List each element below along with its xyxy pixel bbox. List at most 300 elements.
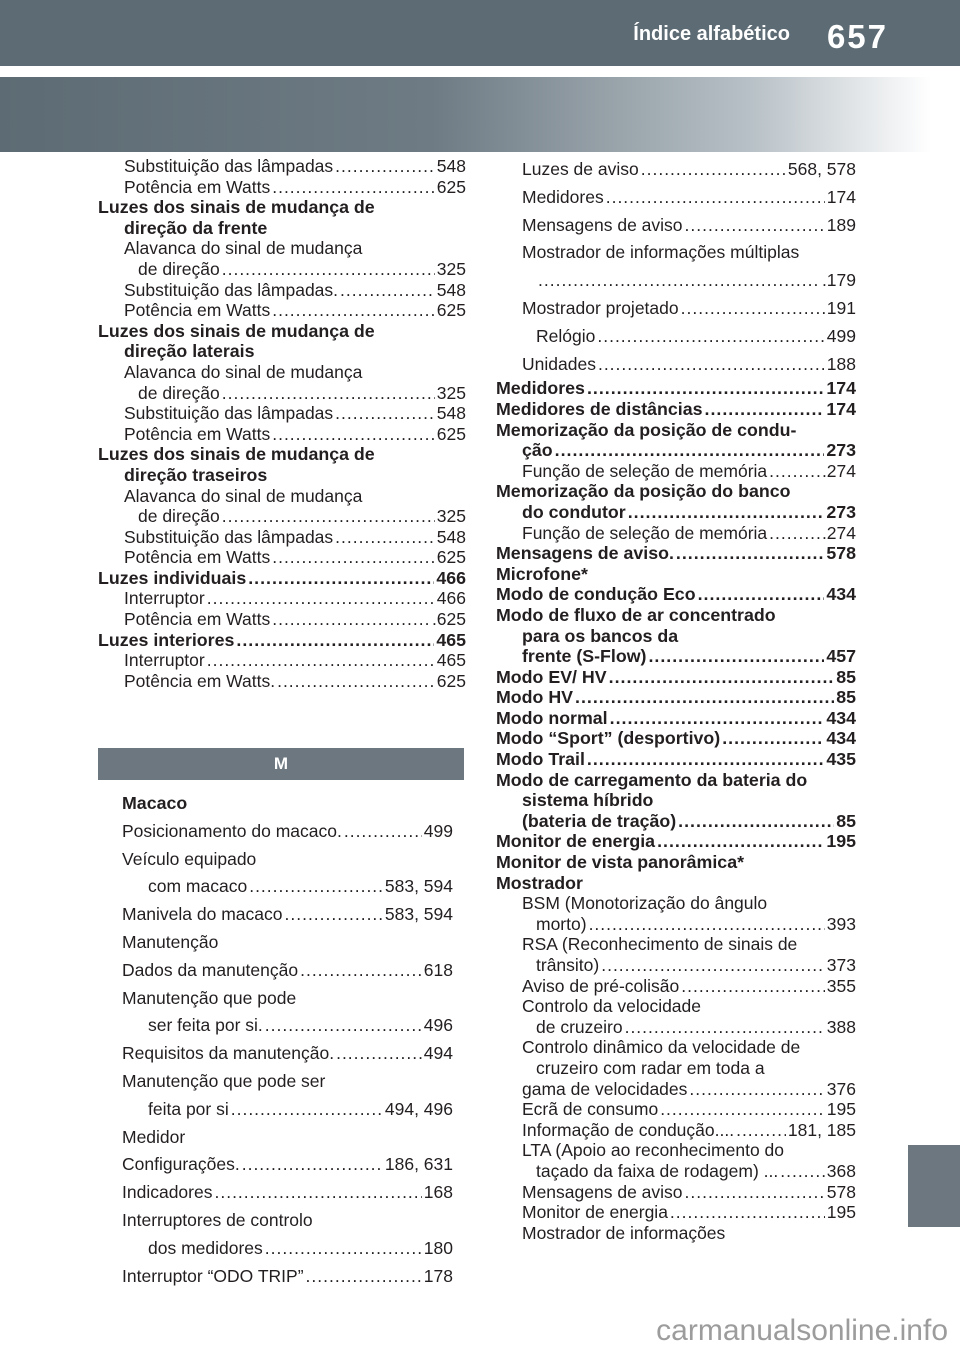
index-entry [496, 523, 856, 544]
index-entry-page: 465 [436, 650, 466, 671]
index-entry-text: Manutenção que pode [122, 987, 297, 1008]
index-entry [496, 1017, 856, 1038]
index-entry-text: Controlo da velocidade [522, 996, 702, 1017]
index-entry-text: Mensagens de aviso. [496, 543, 674, 564]
index-entry-page: 325 [436, 382, 466, 403]
index-entry-text: Substituição das lâmpadas [124, 403, 334, 424]
index-entry-page: 583, 594 [384, 904, 453, 925]
index-entry [496, 914, 856, 935]
index-entry-text: Memorização da posição do banco [496, 481, 791, 502]
index-entry-text: Mostrador projetado [522, 297, 679, 318]
index-entry-page: 494 [423, 1043, 453, 1064]
index-entry-text: Substituição das lâmpadas. [124, 279, 339, 300]
index-entry-text: Luzes dos sinais de mudança de [98, 444, 375, 465]
dot-leader [587, 749, 824, 770]
index-entry [496, 378, 856, 399]
index-entry-text: Microfone* [496, 563, 588, 584]
index-entry [98, 506, 466, 527]
index-entry [122, 1012, 453, 1040]
index-entry [98, 444, 466, 465]
index-entry [122, 790, 453, 818]
index-entry-text: Medidor [122, 1126, 186, 1147]
index-entry-text: Substituição das lâmpadas [124, 526, 334, 547]
index-entry-page: 494, 496 [384, 1098, 453, 1119]
index-entry [496, 239, 856, 267]
index-entry-text: Modo normal [496, 707, 608, 728]
index-entry-text: dos medidores [148, 1237, 263, 1258]
dot-leader [265, 1235, 422, 1263]
index-entry-text: direção da frente [124, 217, 268, 238]
index-entry-page: 85 [836, 666, 856, 687]
index-entry [496, 461, 856, 482]
index-entry [122, 901, 453, 929]
index-entry-page: 496 [423, 1015, 453, 1036]
index-entry-text: para os bancos da [522, 625, 679, 646]
index-entry-page: 618 [423, 959, 453, 980]
dot-leader [736, 1120, 786, 1141]
index-entry [496, 267, 856, 295]
index-entry-page: 625 [436, 547, 466, 568]
index-entry-text: Dados da manutenção [122, 959, 299, 980]
index-entry-text: Ecrã de consumo [522, 1099, 659, 1120]
dot-leader [698, 584, 825, 605]
index-entry-page: 625 [436, 670, 466, 691]
index-entry-page: 578 [826, 543, 856, 564]
dot-leader [722, 728, 824, 749]
index-entry-page: 376 [826, 1078, 856, 1099]
dot-leader [285, 901, 383, 929]
index-entry [98, 362, 466, 383]
index-entry-text: Alavanca do sinal de mudança [124, 485, 363, 506]
index-entry-text: trânsito) [536, 955, 600, 975]
index-entry-page: 578 [826, 1181, 856, 1202]
index-entry [98, 321, 466, 342]
index-entry-text: Modo de carregamento da bateria do [496, 769, 808, 790]
index-entry-page: 195 [826, 1099, 856, 1120]
index-section-m [122, 790, 453, 1290]
dot-leader [272, 424, 435, 445]
index-entry-page: 174 [826, 378, 856, 399]
index-entry-page: 434 [826, 584, 856, 605]
index-entry [122, 818, 453, 846]
dot-leader [648, 646, 824, 667]
index-entry [496, 212, 856, 240]
page-number: 657 [826, 18, 888, 55]
index-entry-page: 499 [826, 325, 856, 346]
index-entry-text: Informação de condução.... [522, 1119, 735, 1140]
index-entry [98, 424, 466, 445]
dot-leader [589, 914, 825, 935]
index-entry [496, 646, 856, 667]
index-entry-page: 85 [836, 810, 856, 831]
dot-leader [610, 708, 825, 729]
index-entry-page: 625 [436, 176, 466, 197]
index-entry [496, 1037, 856, 1058]
index-entry [496, 156, 856, 184]
index-entry-text: Potência em Watts. [124, 670, 276, 691]
index-entry [98, 341, 466, 362]
index-entry-page: 368 [826, 1160, 856, 1181]
index-entry-text: Relógio [536, 325, 596, 346]
index-entry-text: com macaco [148, 876, 248, 897]
index-entry-text: Potência em Watts [124, 300, 271, 321]
index-entry [98, 238, 466, 259]
index-entry [98, 177, 466, 198]
index-entry-text: Substituição das lâmpadas [124, 156, 334, 176]
dot-leader [340, 280, 435, 301]
index-entry-text: Mensagens de aviso [522, 1181, 683, 1202]
dot-leader [265, 1012, 422, 1040]
index-entry-text: Unidades [522, 353, 596, 374]
index-entry-page: 434 [826, 707, 856, 728]
index-entry [496, 502, 856, 523]
index-entry-page: 85 [836, 687, 856, 708]
index-entry [122, 1263, 453, 1291]
index-entry-page: 195 [826, 831, 856, 852]
index-entry-text: Indicadores [122, 1182, 213, 1203]
dot-leader [597, 323, 824, 351]
index-entry [98, 527, 466, 548]
index-entry-text: de direção [138, 382, 220, 403]
chapter-thumb-tab [908, 1145, 960, 1227]
index-entry-text: Potência em Watts [124, 609, 271, 630]
index-entry-text: Manutenção que pode ser [122, 1070, 326, 1091]
dot-leader [222, 383, 435, 404]
index-entry-page: 168 [423, 1182, 453, 1203]
index-entry-text: Luzes dos sinais de mudança de [98, 197, 375, 218]
index-entry-text: Monitor de energia [522, 1202, 668, 1223]
dot-leader [272, 609, 430, 630]
dot-leader [214, 1179, 421, 1207]
index-entry [496, 893, 856, 914]
dot-leader [335, 527, 435, 548]
dot-leader [222, 506, 435, 527]
index-entry-page: 181, 185 [787, 1119, 856, 1140]
index-entry [496, 1058, 856, 1079]
index-entry [122, 873, 453, 901]
dot-leader [769, 523, 820, 544]
index-entry-text: Manivela do macaco [122, 904, 283, 925]
dot-leader [555, 440, 825, 461]
index-entry [496, 399, 856, 420]
index-entry-text: Luzes individuais [98, 567, 247, 588]
dot-leader [207, 588, 435, 609]
index-entry [122, 985, 453, 1013]
index-entry-text: Luzes interiores [98, 629, 235, 650]
index-entry [496, 1182, 856, 1203]
index-entry [122, 1179, 453, 1207]
index-entry [496, 420, 856, 441]
dot-leader [231, 1096, 383, 1124]
index-entry [496, 770, 856, 791]
dot-leader [660, 1099, 825, 1120]
dot-leader [685, 212, 825, 240]
dot-leader [272, 547, 435, 568]
index-entry-page: 457 [826, 646, 856, 667]
index-entry [496, 584, 856, 605]
index-entry [98, 197, 466, 218]
index-entry [122, 1096, 453, 1124]
index-entry [122, 1124, 453, 1152]
index-entry-page: 435 [826, 749, 856, 770]
index-entry-text: Medidores de distâncias [496, 398, 703, 419]
index-entry-page: 189 [826, 214, 856, 235]
index-entry-page: 625 [436, 423, 466, 444]
index-entry-page: .274 [821, 460, 856, 481]
dot-leader [587, 378, 824, 399]
index-entry-text: Posicionamento do macaco. [122, 820, 342, 841]
dot-leader [606, 184, 825, 212]
index-entry-text: ção [522, 440, 553, 461]
index-entry [496, 184, 856, 212]
index-entry-page: 191 [826, 297, 856, 318]
dot-leader [657, 831, 824, 852]
index-entry-text: Alavanca do sinal de mudança [124, 238, 363, 259]
dot-leader [272, 177, 435, 198]
index-entry [496, 440, 856, 461]
index-entry-text: Medidores [496, 378, 585, 399]
index-entry [496, 667, 856, 688]
page-header-title: Índice alfabético [633, 23, 790, 45]
dot-leader [681, 295, 825, 323]
dot-leader [248, 568, 434, 589]
index-entry-page: 548 [436, 156, 466, 176]
index-entry [98, 568, 466, 589]
index-entry [496, 351, 856, 379]
dot-leader [306, 1263, 422, 1291]
index-entry-page: 548 [436, 279, 466, 300]
index-entry-page: 180 [423, 1237, 453, 1258]
index-entry [122, 1235, 453, 1263]
index-entry-text: Modo Trail [496, 749, 585, 770]
index-entry-page: 568, 578 [787, 159, 856, 179]
index-entry-text: Modo “Sport” (desportivo) [496, 728, 721, 749]
index-entry-text: de cruzeiro [536, 1016, 623, 1037]
decorative-gradient-band [0, 77, 960, 152]
dot-leader [681, 976, 825, 997]
index-entry-text: morto) [536, 913, 587, 934]
dot-leader [685, 1182, 825, 1203]
dot-leader [609, 667, 835, 688]
index-entry-text: sistema híbrido [522, 790, 654, 811]
index-entry [496, 1079, 856, 1100]
dot-leader [670, 1202, 825, 1223]
index-entry-text: Potência em Watts [124, 547, 271, 568]
index-entry [98, 486, 466, 507]
dot-leader [249, 873, 383, 901]
index-entry-text: gama de velocidades [522, 1078, 688, 1099]
index-entry-page: 388 [826, 1016, 856, 1037]
index-entry-text: LTA (Apoio ao reconhecimento do [522, 1140, 785, 1161]
index-entry [496, 996, 856, 1017]
index-entry [122, 1040, 453, 1068]
index-entry [98, 547, 466, 568]
index-entry-page: 188 [826, 353, 856, 374]
dot-leader [344, 818, 422, 846]
index-entry-page: 373 [826, 955, 856, 975]
index-entry-text: Interruptores de controlo [122, 1209, 313, 1230]
dot-leader [689, 1079, 824, 1100]
index-entry-text: feita por si [148, 1098, 229, 1119]
index-entry-text: Mostrador de informações [522, 1222, 726, 1243]
index-entry [98, 630, 466, 651]
index-entry [98, 650, 466, 671]
index-entry-text: Luzes dos sinais de mudança de [98, 320, 375, 341]
index-entry-page: 174 [826, 398, 856, 419]
index-entry [98, 156, 466, 177]
dot-leader [277, 671, 435, 692]
index-entry-page: 393 [826, 913, 856, 934]
header-bar [0, 0, 960, 66]
index-entry-text: Mostrador [496, 872, 583, 893]
index-entry-text: Alavanca do sinal de mudança [124, 361, 363, 382]
index-entry-page: 499 [423, 820, 453, 841]
index-column-left [98, 156, 466, 691]
index-entry [496, 323, 856, 351]
index-entry [496, 976, 856, 997]
index-entry-text: Monitor de vista panorâmica* [496, 852, 745, 873]
index-entry [496, 852, 856, 873]
index-entry [98, 465, 466, 486]
index-entry [122, 846, 453, 874]
dot-leader [678, 811, 834, 832]
index-entry [496, 934, 856, 955]
dot-leader [272, 300, 435, 321]
index-entry [496, 708, 856, 729]
index-entry [98, 588, 466, 609]
index-entry-text: Memorização da posição de condu- [496, 419, 797, 440]
index-entry [496, 1120, 856, 1141]
index-entry-text: Mostrador de informações múltiplas [522, 242, 800, 263]
index-entry-page: 273 [826, 501, 856, 522]
dot-leader [335, 156, 435, 177]
index-entry-text: Veículo equipado [122, 848, 257, 869]
index-entry-page: 178 [423, 1265, 453, 1286]
index-entry-page: 466 [436, 588, 466, 609]
index-entry [122, 957, 453, 985]
index-entry [496, 1202, 856, 1223]
index-entry-text: Requisitos da manutenção. [122, 1043, 335, 1064]
index-entry-text: de direção [138, 258, 220, 279]
index-entry-page: 548 [436, 403, 466, 424]
index-entry [496, 687, 856, 708]
index-entry-page: 625 [436, 300, 466, 321]
index-entry [496, 481, 856, 502]
index-entry [496, 790, 856, 811]
watermark: carmanualsonline.info [656, 1314, 948, 1347]
index-entry [496, 955, 856, 976]
dot-leader [242, 1151, 383, 1179]
index-entry-page: .179 [821, 270, 856, 291]
index-entry-page: 548 [436, 526, 466, 547]
index-entry-page: .625 [431, 609, 466, 630]
index-entry-page: 195 [826, 1202, 856, 1223]
dot-leader [222, 259, 435, 280]
index-entry-page: 466 [436, 567, 466, 588]
index-entry-page: 465 [436, 629, 466, 650]
index-entry-text: Interruptor “ODO TRIP” [122, 1265, 304, 1286]
index-entry-text: Potência em Watts [124, 176, 271, 197]
index-entry [122, 1151, 453, 1179]
index-entry-text: ser feita por si. [148, 1015, 263, 1036]
index-entry [496, 605, 856, 626]
index-entry [496, 1161, 856, 1182]
index-entry [98, 280, 466, 301]
dot-leader [236, 630, 434, 651]
index-entry-text: RSA (Reconhecimento de sinais de [522, 934, 798, 955]
index-entry-text: (bateria de tração) [522, 810, 677, 831]
index-entry-page: 174 [826, 186, 856, 207]
index-entry-text: Mensagens de aviso [522, 214, 683, 235]
index-column-right [496, 156, 856, 1243]
index-entry [98, 609, 466, 630]
index-entry-text: frente (S-Flow) [522, 646, 647, 667]
index-entry [496, 728, 856, 749]
index-entry-text: Aviso de pré-colisão [522, 975, 680, 996]
dot-leader [628, 502, 825, 523]
index-entry-text: Modo HV [496, 687, 574, 708]
dot-leader [300, 957, 422, 985]
index-entry-text: Configurações. [122, 1154, 240, 1175]
index-entry-page: 583, 594 [384, 876, 453, 897]
index-entry-text: Modo EV/ HV [496, 666, 607, 687]
index-entry-text: Função de seleção de memória [522, 460, 768, 481]
index-entry [496, 873, 856, 894]
index-entry-text: taçado da faixa de rodagem) ... [536, 1160, 779, 1181]
index-entry [98, 671, 466, 692]
dot-leader [598, 351, 825, 379]
index-entry [98, 300, 466, 321]
index-entry-text: Monitor de energia [496, 831, 656, 852]
index-entry-page: 273 [826, 440, 856, 461]
index-entry-text: de direção [138, 506, 220, 527]
dot-leader [575, 687, 834, 708]
index-entry [496, 626, 856, 647]
index-entry [496, 749, 856, 770]
section-letter-m: M [98, 748, 464, 780]
index-entry [98, 259, 466, 280]
index-entry-text: Interruptor [124, 588, 205, 609]
index-entry [122, 1068, 453, 1096]
index-entry-page: 186, 631 [384, 1154, 453, 1175]
dot-leader [336, 1040, 422, 1068]
dot-leader [705, 399, 825, 420]
index-entry-text: Modo de fluxo de ar concentrado [496, 604, 776, 625]
index-entry-text: Função de seleção de memória [522, 522, 768, 543]
index-entry-text: cruzeiro com radar em toda a [536, 1057, 765, 1078]
index-entry-page: 434 [826, 728, 856, 749]
index-entry [496, 564, 856, 585]
index-entry [122, 1207, 453, 1235]
index-entry [496, 295, 856, 323]
index-entry-page: 355 [826, 975, 856, 996]
index-entry-text: do condutor [522, 501, 626, 522]
index-entry-text: Luzes de aviso [522, 159, 639, 179]
index-entry [496, 1223, 856, 1244]
index-entry-text: Macaco [122, 793, 188, 813]
index-entry [122, 929, 453, 957]
index-entry-text: Manutenção [122, 931, 219, 952]
index-entry [98, 218, 466, 239]
index-entry [496, 811, 856, 832]
index-entry [496, 1099, 856, 1120]
index-entry-page: 325 [436, 506, 466, 527]
index-entry-text: Potência em Watts [124, 423, 271, 444]
index-entry [496, 543, 856, 564]
dot-leader [641, 156, 786, 184]
index-entry-page: 325 [436, 258, 466, 279]
index-entry-text: direção laterais [124, 341, 255, 362]
